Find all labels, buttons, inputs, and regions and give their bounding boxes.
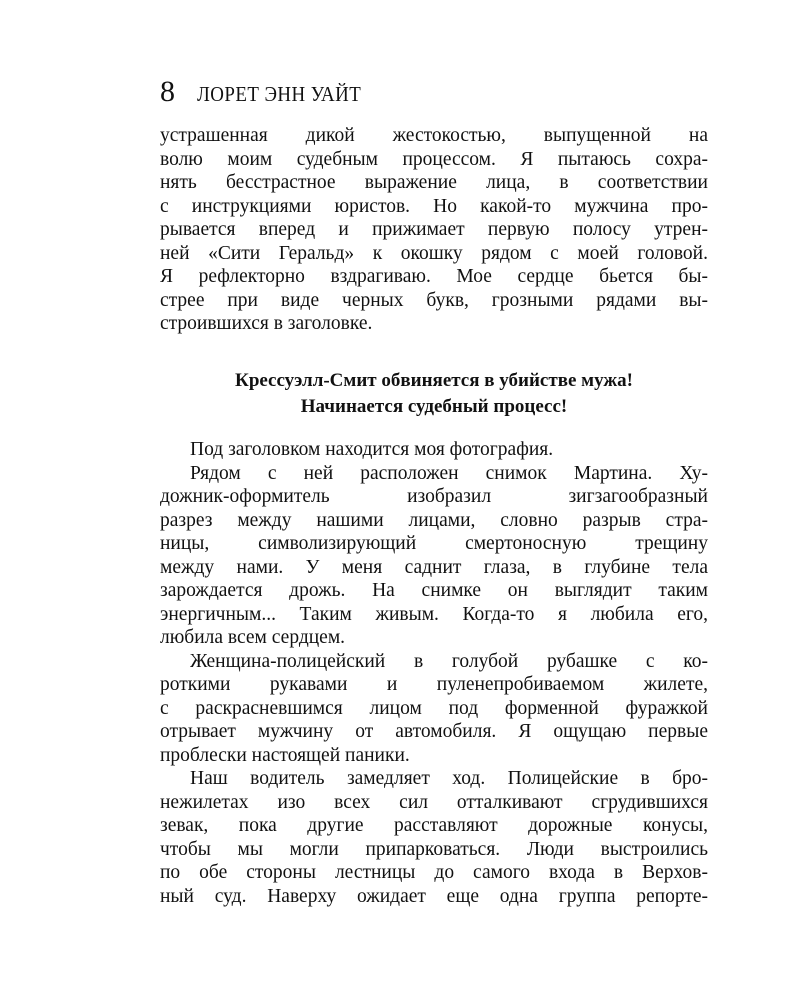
- text-line: Женщина-полицейский в голубой рубашке с ко-: [190, 650, 708, 672]
- text-line: с раскрасневшимся лицом под форменной фуражкой: [160, 697, 708, 719]
- text-line: любила всем сердцем.: [160, 627, 346, 648]
- text-line: ницы, символизирующий смертоносную трещину: [160, 533, 708, 554]
- text-line: ный суд. Наверху ожидает еще одна группа репорте-: [160, 885, 708, 907]
- body-continuation: [160, 438, 708, 908]
- text-line: между нами. У меня саднит глаза, в глубине тела: [160, 556, 708, 578]
- text-line: проблески настоящей паники.: [160, 744, 410, 766]
- text-line: с инструкциями юристов. Но какой-то мужчина про-: [160, 195, 708, 217]
- text-line: Под заголовком находится моя фотография.: [190, 439, 554, 460]
- text-line: строившихся в заголовке.: [160, 313, 373, 334]
- text-line: разрез между нашими лицами, словно разрыв стра-: [160, 509, 708, 531]
- paragraph-3: [160, 462, 708, 650]
- page-number: 8: [160, 75, 175, 108]
- text-line: стрее при виде черных букв, грозными рядами вы-: [160, 289, 708, 311]
- text-line: устрашенная дикой жестокостью, выпущенной на: [160, 125, 708, 146]
- text-line: нять бесстрастное выражение лица, в соответствии: [160, 172, 708, 193]
- text-line: Наш водитель замедляет ход. Полицейские в бро-: [190, 768, 708, 789]
- paragraph-5: [160, 767, 708, 908]
- headline-line-1: Крессуэлл-Смит обвиняется в убийстве мужа!: [235, 370, 633, 391]
- text-line: рывается вперед и прижимает первую полосу утрен-: [160, 219, 708, 240]
- text-line: нежилетах изо всех сил отталкивают сгрудившихся: [160, 791, 708, 813]
- text-line: отрывает мужчину от автомобиля. Я ощущаю первые: [160, 721, 708, 742]
- text-line: чтобы мы могли припарковаться. Люди выстроились: [160, 838, 708, 860]
- text-line: зевак, пока другие расставляют дорожные конусы,: [160, 815, 708, 836]
- headline-line-2: Начинается судебный процесс!: [300, 396, 568, 417]
- text-line: энергичным... Таким живым. Когда-то я любила его,: [160, 603, 708, 625]
- paragraph-1: [160, 124, 708, 336]
- author-name: ЛОРЕТ ЭНН УАЙТ: [197, 82, 362, 106]
- running-head: [160, 72, 720, 112]
- paragraph-2: [160, 438, 708, 462]
- text-line: волю моим судебным процессом. Я пытаюсь сохра-: [160, 148, 708, 170]
- text-line: по обе стороны лестницы до самого входа в Верхов-: [160, 862, 708, 883]
- text-line: зарождается дрожь. На снимке он выглядит таким: [160, 580, 708, 601]
- text-line: дожник-оформитель изобразил зигзагообразный: [160, 486, 708, 507]
- text-line: Рядом с ней расположен снимок Мартина. Ху-: [190, 462, 708, 484]
- newspaper-headline: [160, 368, 708, 420]
- text-line: роткими рукавами и пуленепробиваемом жилете,: [160, 674, 708, 695]
- text-line: ней «Сити Геральд» к окошку рядом с моей головой.: [160, 242, 708, 264]
- paragraph-4: [160, 650, 708, 768]
- text-line: Я рефлекторно вздрагиваю. Мое сердце бьется бы-: [160, 266, 708, 287]
